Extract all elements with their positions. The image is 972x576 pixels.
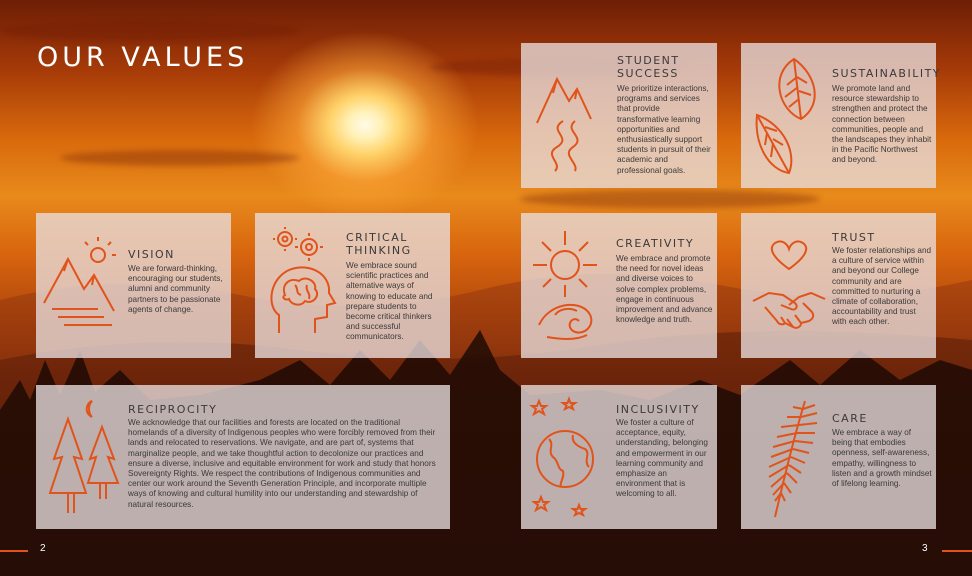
- card-text: We promote land and resource stewardship to strengthen and protect the connection between communities, people and the landscapes they inhabit in the Pacific Northwest and beyond.: [832, 84, 932, 165]
- card-title: VISION: [128, 248, 175, 261]
- footer-accent-line-right: [942, 550, 972, 552]
- card-title: INCLUSIVITY: [616, 403, 700, 416]
- card-text: We are forward-thinking, encouraging our students, alumni and community partners to be passionate agents of change.: [128, 264, 223, 314]
- card-sustainability: [741, 43, 942, 188]
- fern-icon: [751, 397, 825, 523]
- mountain-path-icon: [533, 63, 595, 173]
- card-title: STUDENT SUCCESS: [617, 54, 680, 80]
- mountains-sun-icon: [42, 235, 124, 331]
- card-student-success: [521, 43, 717, 188]
- page-title: OUR VALUES: [37, 42, 249, 73]
- page-number-left: 2: [40, 543, 46, 554]
- card-title: RECIPROCITY: [128, 403, 218, 416]
- card-care: [741, 385, 936, 529]
- card-text: We embrace sound scientific practices and alternative ways of knowing to educate and prepare students to become critical thinkers and successful communicators.: [346, 261, 433, 342]
- heart-handshake-icon: [751, 239, 827, 335]
- page-number-right: 3: [922, 543, 928, 554]
- footer-accent-line-left: [0, 550, 28, 552]
- card-title: CRITICAL THINKING: [346, 231, 412, 257]
- card-text: We acknowledge that our facilities and forests are located on the traditional homelands of a diversity of Indigenous peoples who were forcibly removed from their lands and relocated to reservations. We navigate, and are part of, systems that marginalize people, and we take thoughtful action to decolonize our practices and ensure a diverse, inclusive and equitable environment for work and study that honors Sovereignty Rights. We respect the contributions of Indigenous communities and center our work around the Seventh Generation Principle, and incorporate multiple ways of knowing and cultural humility into our understanding and stewardship of natural resources.: [128, 418, 436, 509]
- card-title: CARE: [832, 412, 868, 425]
- sun-wave-icon: [529, 227, 609, 345]
- card-text: We embrace a way of being that embodies openness, self-awareness, empathy, willingness to listen and a growth mindset of lifelong learning.: [832, 428, 932, 489]
- head-brain-gears-icon: [265, 225, 341, 341]
- card-trust: [741, 213, 936, 358]
- card-title: SUSTAINABILITY: [832, 67, 942, 80]
- card-vision: [36, 213, 231, 358]
- trees-moon-icon: [48, 399, 126, 515]
- card-text: We embrace and promote the need for novel ideas and diverse voices to solve complex problems, engage in continuous improvement and advance knowledge and truth.: [616, 254, 713, 325]
- card-title: CREATIVITY: [616, 237, 695, 250]
- card-creativity: [521, 213, 717, 358]
- card-inclusivity: [521, 385, 717, 529]
- card-reciprocity: [36, 385, 450, 529]
- card-text: We foster a culture of acceptance, equity, understanding, belonging and empowerment in our learning community and emphasize an environment that is welcoming to all.: [616, 418, 708, 499]
- card-text: We prioritize interactions, programs and services that provide transformative learning opportunities and enthusiastically support students in pursuit of their academic and professional goals.: [617, 84, 711, 175]
- leaves-icon: [749, 55, 829, 180]
- card-title: TRUST: [832, 231, 876, 244]
- card-text: We foster relationships and a culture of service within and beyond our College community and are committed to nurturing a climate of collaboration, accountability and trust with each other.: [832, 246, 932, 327]
- globe-stars-icon: [529, 395, 609, 519]
- card-critical-thinking: [255, 213, 450, 358]
